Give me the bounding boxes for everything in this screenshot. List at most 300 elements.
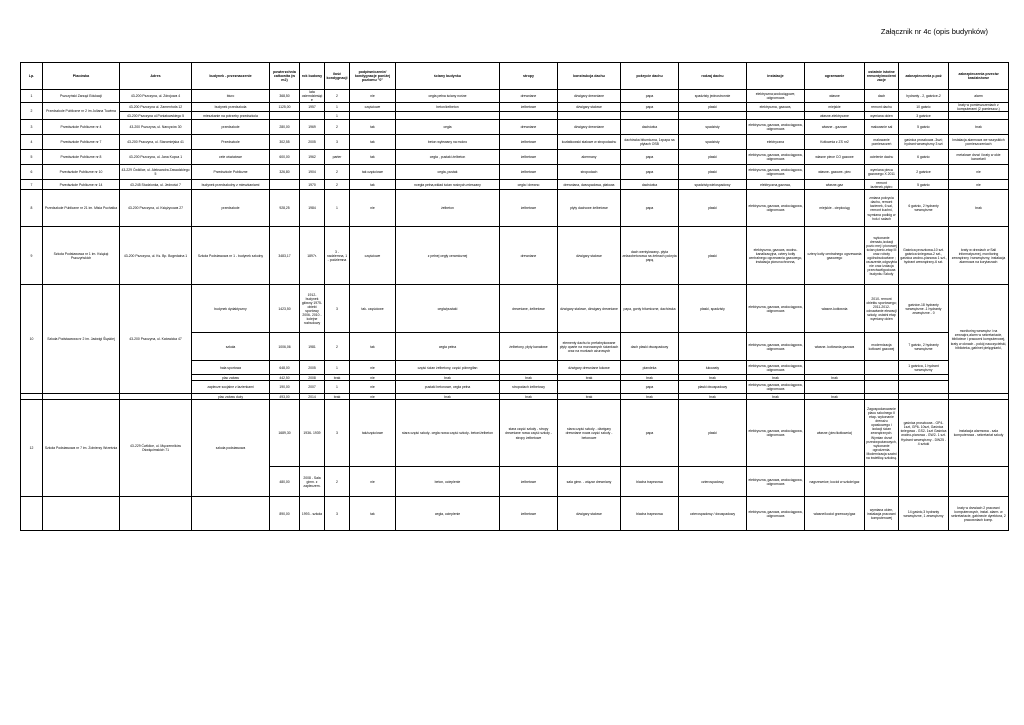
column-header: ostatnie istotne remonty/modernizacje (865, 63, 899, 90)
table-cell: płaski (679, 190, 747, 227)
table-cell: dźwigary stalowe, dźwigary drewniane (558, 285, 621, 333)
table-cell: 4 (21, 135, 43, 150)
table-cell: dachówka (621, 120, 679, 135)
table-cell: blacha trapezowa (621, 497, 679, 531)
table-cell: 1936- 1939 (300, 400, 325, 467)
table-cell: wymiana pieca gazowego X 2011 (865, 165, 899, 180)
table-cell: 7 gaśnic, 2 hydranty wewnętrzne (899, 333, 949, 361)
table-cell: 3 (325, 135, 350, 150)
column-header: ściany budynku (396, 63, 500, 90)
table-cell: Przedszkole Publiczne nr 7 (43, 135, 120, 150)
table-cell: 1 (325, 103, 350, 112)
table-cell: 2 (325, 120, 350, 135)
table-row (21, 180, 1009, 190)
table-cell: Przedszkole Publiczne nr 8 (43, 150, 120, 165)
table-cell: 1957 (300, 103, 325, 112)
table-cell: 5 gaśnic (899, 180, 949, 190)
table-cell: ncegła pełna,wkład ścian nośnych-mieszany (396, 180, 500, 190)
table-cell: Instalacja alarmowa we wszystkich pomieszczeniach (949, 135, 1009, 150)
table-cell: dach (865, 90, 899, 103)
table-cell: elektryczna, gazowa, wodociągowa, odgromowa (747, 190, 805, 227)
table-cell: cegła/pustaki (396, 285, 500, 333)
column-header: konstrukcja dachu (558, 63, 621, 90)
table-cell: czterospadowy / dwuspadowy (679, 497, 747, 531)
table-row (21, 227, 1009, 285)
table-cell: elektryczna, gazowa, (747, 103, 805, 112)
table-cell: żelbetowe (500, 467, 558, 497)
table-cell: alarm (949, 90, 1009, 103)
table-cell: Szkoła Podstawowa nr 2 im. Jadwigi Śląskiej (43, 285, 120, 394)
table-row (21, 400, 1009, 467)
table-cell: 1969 (300, 120, 325, 135)
table-cell: tak częściowe (350, 165, 396, 180)
table-cell: miejskie - ciepłociąg (805, 190, 865, 227)
table-cell: beton wylewany na mokro (396, 135, 500, 150)
table-cell: własne - gazowe (805, 120, 865, 135)
table-cell: 5 gaśnic (899, 120, 949, 135)
table-cell: spadzisty (679, 135, 747, 150)
table-cell: 10 (21, 285, 43, 394)
table-cell: elektryczna, gazowa, wodociągowa, odgromowa (747, 467, 805, 497)
table-cell: szkoła (192, 333, 270, 361)
table-cell (500, 361, 558, 375)
table-cell: papa (621, 165, 679, 180)
table-cell: dach płaski dwuspadowy (621, 333, 679, 361)
table-cell: żelbetowe (500, 165, 558, 180)
table-cell: Przedszkole Publiczne nr 21 im. Misia Puchatka (43, 190, 120, 227)
table-cell: własne piece CO gazowe (805, 150, 865, 165)
table-cell: 43-200 Pszczyna, ul. Narcyzów 30 (120, 120, 192, 135)
table-cell: częściowe (350, 103, 396, 112)
table-cell: własne-kotłownia (805, 285, 865, 333)
table-cell: elektryczna, gazowa, wodociągowa, odgromowa (747, 285, 805, 333)
table-cell: 2014 (300, 394, 325, 400)
table-cell: cegła pełna ściany nośne (396, 90, 500, 103)
table-cell (949, 112, 1009, 120)
table-cell: Przedszkole (192, 135, 270, 150)
table-cell: 43-200 Pszczyna, ul. Księżycowa 27 (120, 190, 192, 227)
table-cell: Pszczyński Zarząd Edukacji (43, 90, 120, 103)
table-cell: własne (piec/kotłownia) (805, 400, 865, 467)
table-cell: miejskie (805, 103, 865, 112)
table-cell: własne/kocioł grzewczy/gaz (805, 497, 865, 531)
table-cell: 3 (325, 285, 350, 333)
table-cell: cegła , pustaki żelbeton (396, 150, 500, 165)
table-cell: 43-200 Pszczyna, ul. Staromiejska 41 (120, 135, 192, 150)
table-cell (865, 381, 899, 394)
table-cell: spadzisty (679, 120, 747, 135)
table-cell: 3 gaśnice (899, 112, 949, 120)
table-cell: własne-gaz (805, 180, 865, 190)
table-row (21, 120, 1009, 135)
table-cell: żelbetowe (500, 190, 558, 227)
table-cell: budynek przedszkola (192, 103, 270, 112)
table-cell (270, 112, 300, 120)
table-cell: papa (621, 400, 679, 467)
table-cell: 7 (21, 180, 43, 190)
table-cell: brak (500, 394, 558, 400)
table-cell: elektryczna,gazowa, (747, 180, 805, 190)
table-cell: hala sportowa (192, 361, 270, 375)
table-cell: nie (350, 394, 396, 400)
table-cell: 1 gaśnica, 1 hydrant wewnętrzny (899, 361, 949, 375)
table-row (21, 135, 1009, 150)
table-cell: 1689,30 (270, 400, 300, 467)
table-cell: brak (805, 394, 865, 400)
table-cell: Szkoła Podstawowa nr 7 im. Żołnierzy Września (43, 400, 120, 497)
table-cell: 1993 - szkoła (300, 497, 325, 531)
table-cell (899, 467, 949, 497)
table-cell: 6 (21, 165, 43, 180)
table-cell: 2 (21, 103, 43, 120)
table-cell (679, 112, 747, 120)
table-cell: 43-200 Pszczyna, ul. Zdrojowa 4 (120, 90, 192, 103)
table-cell: brak (747, 394, 805, 400)
column-header: ilość kondygnacji (325, 63, 350, 90)
table-cell: 1 (325, 381, 350, 394)
column-header: ogrzewanie (805, 63, 865, 90)
table-cell (558, 381, 621, 394)
table-cell: elektryczna, gazowa, wodociągowa, odgromowa (747, 400, 805, 467)
table-cell: drewniane, żelbetowe (500, 285, 558, 333)
table-cell: 2005 (300, 361, 325, 375)
table-row (21, 165, 1009, 180)
table-cell: papa (621, 190, 679, 227)
table-cell: remont łazienek,piętro (865, 180, 899, 190)
table-cell: tak (350, 497, 396, 531)
table-cell: 9 (21, 227, 43, 285)
table-cell: 43-229 Ćwiklice, ul. Aleksandra Zawadzkiego 5 (120, 165, 192, 180)
table-cell: żelbetowe (500, 150, 558, 165)
table-cell: papa (621, 381, 679, 394)
table-cell: Kotłownia z ZS nr2 (805, 135, 865, 150)
table-cell: brak (679, 394, 747, 400)
table-cell: spadzisty jednostronnie (679, 90, 747, 103)
table-cell: płaski (679, 150, 747, 165)
table-cell: dźwigary drewniane łukowe (558, 361, 621, 375)
table-cell: tak (350, 180, 396, 190)
table-cell: brak (558, 394, 621, 400)
table-cell: 43-200 Pszczyna, ul. Jana Kupca 1 (120, 150, 192, 165)
table-cell: nie (350, 361, 396, 375)
table-cell: beton, ocieplenie (396, 467, 500, 497)
table-cell: brak (949, 190, 1009, 227)
table-cell (805, 361, 865, 375)
table-cell: 1423,50 (270, 285, 300, 333)
table-cell: 2007 (300, 381, 325, 394)
table-cell: 2008 (300, 375, 325, 381)
table-cell: mieszkanie na potrzeby przedszkola (192, 112, 270, 120)
table-cell: nie (350, 375, 396, 381)
table-cell: 1 (21, 90, 43, 103)
table-cell: elektryczna, gazowa, wodociągowa, odgromowa (747, 333, 805, 361)
table-cell: 368,50 (270, 90, 300, 103)
table-cell: 43-229 Ćwiklice, ul. Męczenników Oświęcimskich 71 (120, 400, 192, 497)
table-cell: żelbetowe (500, 135, 558, 150)
table-cell: elektryczna, gazowa, wodociągowa, odgromowa (747, 497, 805, 531)
table-cell: żelbetowe (500, 103, 558, 112)
table-cell: 928,25 (270, 190, 300, 227)
table-row (21, 150, 1009, 165)
table-cell: plac zabaw duży (192, 394, 270, 400)
table-cell: malowanie sal (865, 120, 899, 135)
table-cell: dźwigary stalowe (558, 497, 621, 531)
table-cell: brak (500, 375, 558, 381)
table-cell: Gaśnica proszkowa-10 szt. gaśnica śniegowa-2 szt., gaśnica wodno-pianowa 1 szt., hydrant wewnętrzny-6 szt. (899, 227, 949, 285)
table-cell: przedszkole (192, 190, 270, 227)
table-cell: 5 (21, 150, 43, 165)
table-cell: cele oświatowe (192, 150, 270, 165)
table-cell: remont dachu (865, 103, 899, 112)
table-cell: plac zabaw (192, 375, 270, 381)
table-cell: cztery kotły centralnego ogrzewania gazowego (805, 227, 865, 285)
table-cell (805, 381, 865, 394)
table-cell: część ścian żelbetony, część pólnegifan (396, 361, 500, 375)
table-cell: dźwigary stalowe (558, 103, 621, 112)
table-cell: papa (621, 150, 679, 165)
table-cell: kraty w drzwiach w Sali informatycznej, monitoring zewnętrzny i wewnętrzny, instalacja alarmowa na korytarzach (949, 227, 1009, 285)
table-cell: nie (949, 165, 1009, 180)
table-cell: 8 (21, 190, 43, 227)
column-header: Placówka (43, 63, 120, 90)
table-row (21, 112, 1009, 120)
table-cell: malowanie pomieszczeń (865, 135, 899, 150)
table-cell: nie (350, 467, 396, 497)
table-cell: własne- gazowe- piec (805, 165, 865, 180)
table-cell: plandeka (621, 361, 679, 375)
table-cell: parter (325, 150, 350, 165)
table-cell: drewniane (500, 227, 558, 285)
table-cell: dźwigary drewniane (558, 90, 621, 103)
table-cell: płyty dachowe żelbetowe (558, 190, 621, 227)
table-cell: wymiana okien (865, 112, 899, 120)
table-cell: 442,50 (270, 375, 300, 381)
table-cell: brak (949, 120, 1009, 135)
table-cell: cegła i drewno (500, 180, 558, 190)
table-cell: tak/częściowe (350, 400, 396, 467)
table-cell: Zagospodarowanie placu szkolnego II etap- wykonanie drenażu opaskowego i izolacji ścian zewnętrznych. Wymian drzwi przeciwpożarowych, wykonanie ogrodzenia. Modernizacja szatni na świetlicę szkolną. (865, 400, 899, 467)
table-cell: papa (621, 103, 679, 112)
table-cell: własne-elektryczne (805, 112, 865, 120)
table-cell: łukowaty (679, 361, 747, 375)
table-cell: elementy dachu to prefabrykowane płyty oparte na murowanych ściankach oraz na murkach ażurowych (558, 333, 621, 361)
table-cell: żelbetowe (500, 497, 558, 531)
table-cell: brak (621, 375, 679, 381)
header-row (21, 63, 1009, 90)
table-cell: hydranty - 2, gaśnice-2 (899, 90, 949, 103)
table-cell: płaski (679, 165, 747, 180)
table-cell: drewniane (500, 90, 558, 103)
table-cell: nie (949, 180, 1009, 190)
table-cell: 3 - nadziemna, 1 - podziemna (325, 227, 350, 285)
table-row (21, 285, 1009, 333)
table-cell: żelbeton (396, 190, 500, 227)
table-cell: płaski (679, 400, 747, 467)
table-cell: 43-200 Pszczyna ul. Zamenhofa 12 (120, 103, 192, 112)
column-header: zabezpieczenia przeciw kradzieżowe (949, 63, 1009, 90)
column-header: pokrycie dachu (621, 63, 679, 90)
column-header: Adres (120, 63, 192, 90)
table-cell: stara część szkoły - dźwigary drewniane nowa część szkoły - betonowe (558, 400, 621, 467)
table-cell: 1904 (300, 165, 325, 180)
column-header: Lp. (21, 63, 43, 90)
table-cell: tak (350, 333, 396, 361)
table-cell: 280,00 (270, 120, 300, 135)
column-header: instalacje (747, 63, 805, 90)
table-cell (43, 497, 120, 531)
table-cell: elektryczna, gazowa, wodociągowa, odgromowa (747, 150, 805, 165)
table-cell: budynek dydaktyczny (192, 285, 270, 333)
table-cell: akermany (558, 150, 621, 165)
table-cell (500, 112, 558, 120)
table-row (21, 497, 1009, 531)
table-cell: zmiana pokrycia dachu, remont łazienek, 6 sal, remont kuchni, wymiana podłóg w holu i salach (865, 190, 899, 227)
table-cell: stropodach (558, 165, 621, 180)
table-cell (865, 361, 899, 375)
table-cell: 6 gaśnic (899, 150, 949, 165)
table-cell: gaśnice-18 hydranty wewnętrzne -1 hydranty zewnętrzne - 0 (899, 285, 949, 333)
table-cell: własne- kotłownia gazowa (805, 333, 865, 361)
table-cell: brak (325, 394, 350, 400)
table-cell: płaski (679, 103, 747, 112)
table-cell: elektryczna,wodociągowe, odgromowa (747, 90, 805, 103)
table-cell: drewniana, dwuspadowa, płatowa (558, 180, 621, 190)
table-cell: metalowe drzwi i kraty w okie kancelarii (949, 150, 1009, 165)
table-cell: monitoring wewnętrz i na zewnątrz,alarm w sekretariacie, bibliotece i pracowni komputerowej, kraty w oknach - pokój nauczycielski, biblioteka, gabinet pielęgniarki, (949, 285, 1009, 394)
table-cell: elektryczna, gazowa, wodociągowa, odgromowa (747, 381, 805, 394)
table-cell (396, 112, 500, 120)
table-cell (192, 497, 270, 531)
table-cell: 493,00 (270, 394, 300, 400)
table-cell: Przedszkole Publiczne (192, 165, 270, 180)
table-cell: brak (621, 394, 679, 400)
table-cell: brak (747, 375, 805, 381)
table-cell: stara część szkoły - stropy drewniane nowa część szkoły - stropy żelbetowe (500, 400, 558, 467)
table-cell: 302,55 (270, 135, 300, 150)
table-row (21, 90, 1009, 103)
table-cell: papa, gonty bitumiczne, dachówka (621, 285, 679, 333)
table-cell: czterospadowy (679, 467, 747, 497)
table-cell: 648,00 (270, 361, 300, 375)
table-cell: 1 (325, 361, 350, 375)
table-row (21, 190, 1009, 227)
table-cell: sala gimn. - wiązar drewniany (558, 467, 621, 497)
table-cell: cegła, ocieplenie (396, 497, 500, 531)
table-cell: 3 (325, 497, 350, 531)
table-cell: 43-200 Pszczyna, ul. Ks. Bp. Bogedaina 1 (120, 227, 192, 285)
table-cell: dźwigary stalowe (558, 227, 621, 285)
table-cell: brak (325, 375, 350, 381)
table-cell: wymiana okien, instalacja pracowni komputerowej (865, 497, 899, 531)
column-header: budynek - przeznaczenie (192, 63, 270, 90)
table-cell: 1125,00 (270, 103, 300, 112)
table-cell: kraty w pomieszczeniach z komputerami (2 pomieszcz.) (949, 103, 1009, 112)
table-cell: 1912- budynek główny 1975- obiekt sportowy 2006- 2010 - kolejne rozbudowy (300, 285, 325, 333)
table-cell: dach wentylowany- płyta zelazobetonowa na żebrach pokryta papą (621, 227, 679, 285)
table-cell: zaplecze socjalne z łazienkami (192, 381, 270, 394)
table-cell: żelbetony, płyty kanałowe (500, 333, 558, 361)
table-cell: 2 (325, 467, 350, 497)
table-cell: cegła, pustak (396, 165, 500, 180)
table-cell: Szkoła Podstawowa nr 1 im. Książąt Pszczyńskich (43, 227, 120, 285)
column-header: stropy (500, 63, 558, 90)
table-cell: kraty w drzwiach 2 pracowni komputerowych, instal. alarm. w sekretariacie, gabinecie dyrektora, 2 pracowniach komp. (949, 497, 1009, 531)
table-cell: Szkoła Podstawowa nr 1 - budynek szkolny (192, 227, 270, 285)
table-cell: budynek przedszkolny z mieszkaniami (192, 180, 270, 190)
table-cell: 1 (325, 190, 350, 227)
table-cell: nie (350, 90, 396, 103)
table-cell: 1897r. (300, 227, 325, 285)
table-cell: kozłatkowski stalowe w stropodachu (558, 135, 621, 150)
table-cell: nie (350, 190, 396, 227)
table-cell: 600,00 (270, 150, 300, 165)
table-cell: gaśnica proszkowa -3szt; hydrant wewnętrzny 3 szt (899, 135, 949, 150)
table-cell: pustaki betonowe, cegła pełna (396, 381, 500, 394)
table-cell: brak (396, 375, 500, 381)
table-cell: 43-245 Studzionka, ul. Jedności 7 (120, 180, 192, 190)
column-header: powierzchnia całkowita (w m2) (270, 63, 300, 90)
table-cell: Przedszkole Publiczne nr 2 im Juliana Tuwima (43, 103, 120, 120)
table-cell: 190,00 (270, 381, 300, 394)
table-cell: Przedszkole Publiczne nr 10 (43, 165, 120, 180)
table-cell: 480,00 (270, 467, 300, 497)
table-cell: 3483,17 (270, 227, 300, 285)
table-cell (350, 112, 396, 120)
table-cell (899, 381, 949, 394)
table-cell (865, 467, 899, 497)
table-cell: tak (350, 135, 396, 150)
table-cell: tak (350, 120, 396, 135)
table-cell: 10 gaśnic (899, 103, 949, 112)
table-cell: modernizacja kotłowni gazowej (865, 333, 899, 361)
table-cell: wykonanie drenażu,izolacji pozio mej i pionowej ścian piwnic-etap III oraz roboty ogólnobudowlane ; osuszenie,odgrzybia nie oraz izolacja przeciwwilgociowa budynku Szkoły (865, 227, 899, 285)
table-cell: 2 (325, 165, 350, 180)
table-cell: papa (621, 90, 679, 103)
column-header: rodzaj dachu (679, 63, 747, 90)
table-cell: 326,80 (270, 165, 300, 180)
table-cell: szkoła podstawowa (192, 400, 270, 497)
table-cell: lata osiemdziesiąte (300, 90, 325, 103)
table-cell: brak (396, 394, 500, 400)
table-cell: beton/żelbeton (396, 103, 500, 112)
table-row (21, 103, 1009, 112)
table-cell (558, 112, 621, 120)
table-cell (300, 112, 325, 120)
table-cell: elektryczna, gazowa, wodociągowa, odgromowa (747, 120, 805, 135)
table-cell: dachówka (621, 180, 679, 190)
table-cell: 1962 (300, 150, 325, 165)
table-cell (21, 497, 43, 531)
column-header: rok budowy (300, 63, 325, 90)
table-cell: brak (558, 375, 621, 381)
table-cell: nie (350, 381, 396, 394)
table-cell: 2005 (300, 135, 325, 150)
table-cell (679, 333, 747, 361)
table-cell (747, 112, 805, 120)
table-cell: płaski (679, 227, 747, 285)
table-cell: 6 gaśnic, 2 hydranty wewnętrzne (899, 190, 949, 227)
table-cell: 43-200 Pszczyna ul.Poniatowskiego 5 (120, 112, 192, 120)
table-cell: 1984 (300, 190, 325, 227)
table-cell: drewniane (500, 120, 558, 135)
table-cell: stara część szkoły- cegła nowa część szkoły- beton/żelbeton (396, 400, 500, 467)
table-cell: blacha trapezowa (621, 467, 679, 497)
table-cell: stropodach żelbetowy (500, 381, 558, 394)
table-cell: 2 (325, 90, 350, 103)
table-cell: Przedszkole Publiczne nr 14 (43, 180, 120, 190)
table-cell: instalacja alarmowa - sala komputerowa - sekretariat szkoły (949, 400, 1009, 467)
table-cell (270, 180, 300, 190)
